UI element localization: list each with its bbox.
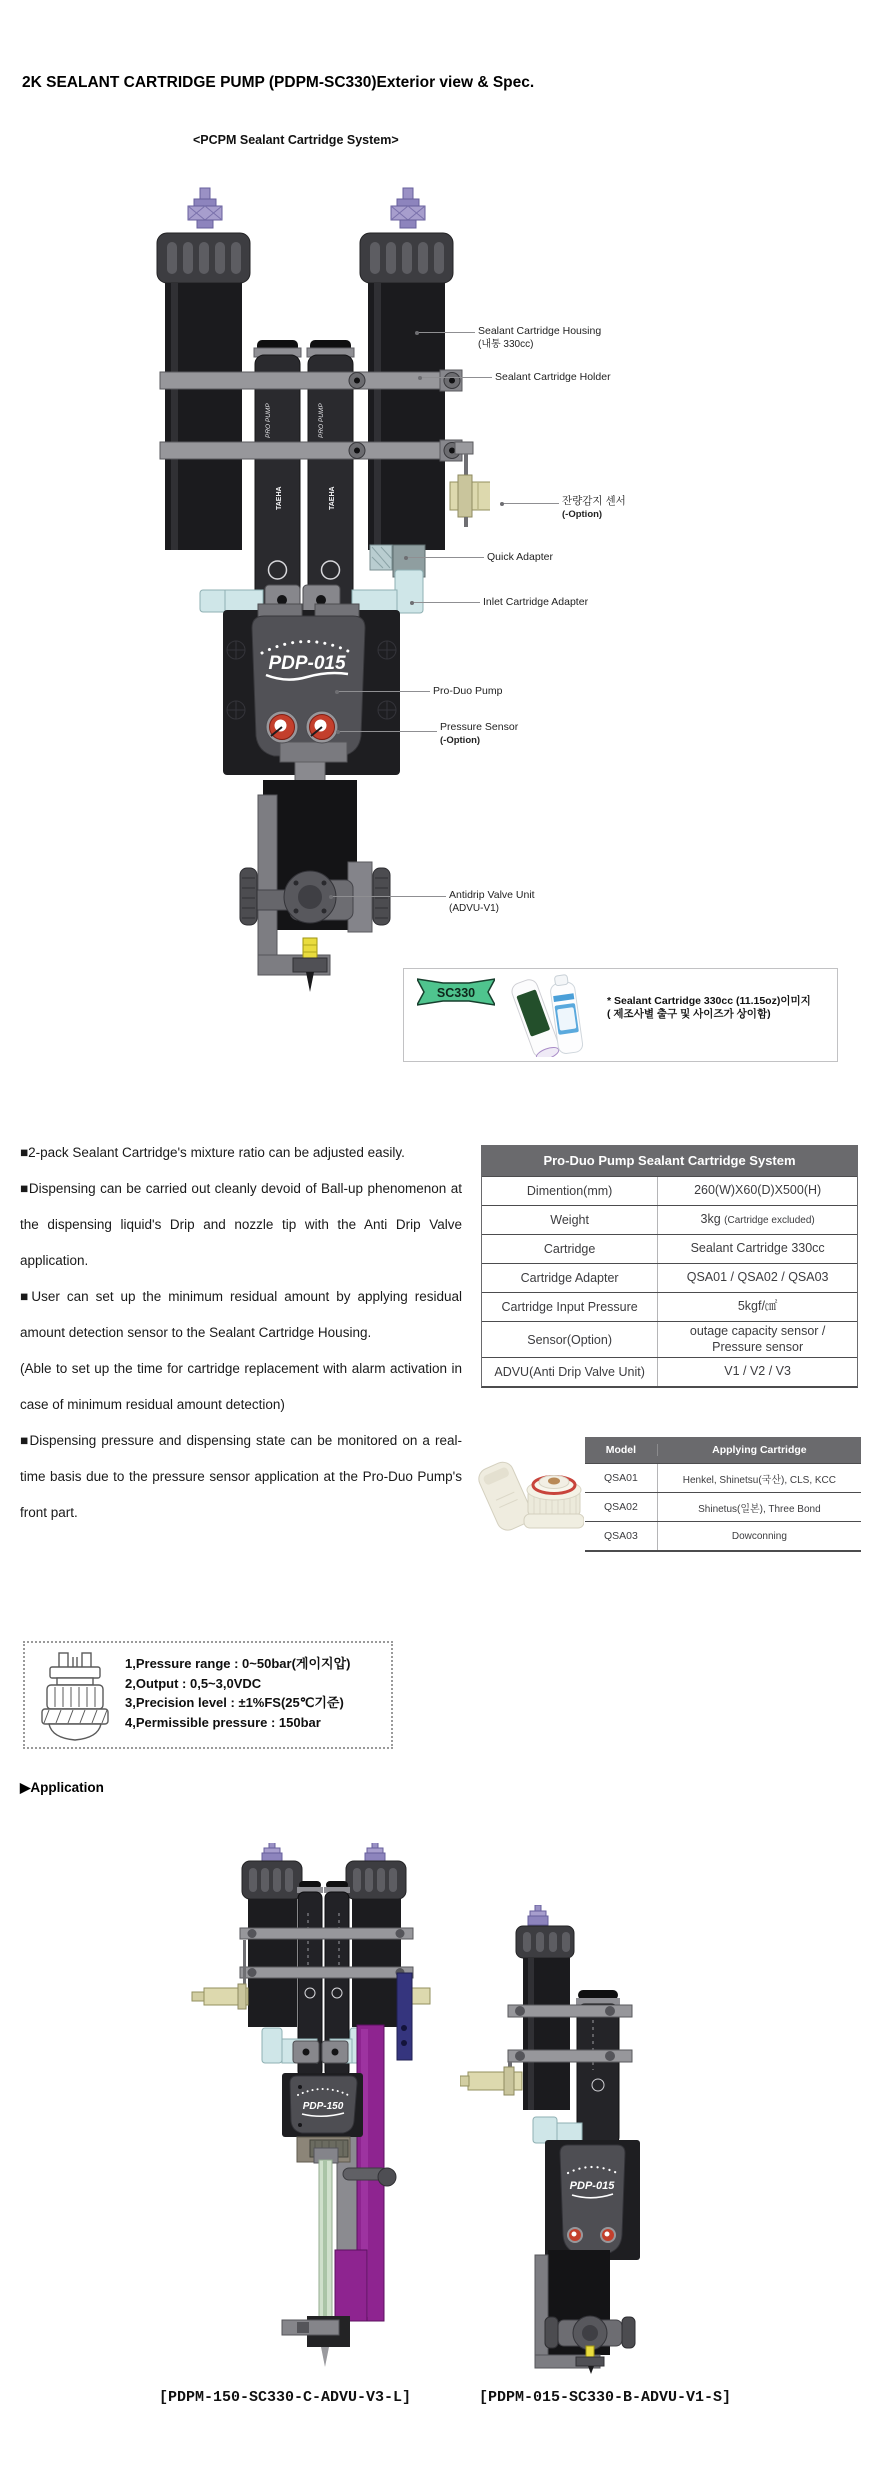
cartridge-housing-right xyxy=(368,283,445,550)
label-housing: Sealant Cartridge Housing (내통 330cc) xyxy=(478,325,602,350)
cartridge-note-text: * Sealant Cartridge 330cc (11.15oz)이미지 ( 제조사별 출구 및 사이즈가 상이함) xyxy=(607,995,811,1020)
antidrip-valve-assembly xyxy=(240,780,390,992)
spec-table xyxy=(481,1145,858,1388)
pump-body xyxy=(545,2140,640,2260)
svg-text:PRO PUMP: PRO PUMP xyxy=(318,403,325,438)
table-row: Cartridge Sealant Cartridge 330cc xyxy=(482,1234,857,1263)
adapter-table xyxy=(585,1437,861,1552)
antidrip-assembly xyxy=(535,2250,635,2374)
pump-model-text: PDP-015 xyxy=(569,2180,615,2192)
cartridge-housing-left xyxy=(165,283,242,550)
pump-diagram-illustration xyxy=(150,180,490,995)
application-heading: ▶Application xyxy=(20,1780,104,1795)
pump-model-text: PDP-150 xyxy=(302,2101,344,2112)
spec-table-title: Pro-Duo Pump Sealant Cartridge System xyxy=(482,1145,857,1176)
label-antidrip: Antidrip Valve Unit (ADVU-V1) xyxy=(449,889,535,914)
table-row: Cartridge Adapter QSA01 / QSA02 / QSA03 xyxy=(482,1263,857,1292)
sc330-ribbon-icon xyxy=(417,976,495,1008)
label-pro-duo-pump: Pro-Duo Pump xyxy=(433,685,503,697)
label-residual-sensor: 잔량감지 센서 (-Option) xyxy=(562,495,626,520)
cartridge-photo xyxy=(492,971,612,1057)
diagram-subtitle: <PCPM Sealant Cartridge System> xyxy=(193,133,399,147)
table-row: QSA03 Dowconning xyxy=(585,1521,861,1550)
table-row: ADVU(Anti Drip Valve Unit) V1 / V2 / V3 xyxy=(482,1357,857,1386)
pro-duo-pump-body xyxy=(223,604,400,775)
feature-paragraphs xyxy=(20,1135,462,1531)
application-caption-right: [PDPM-015-SC330-B-ADVU-V1-S] xyxy=(478,2389,732,2406)
pressure-spec-box xyxy=(23,1641,393,1749)
blue-bracket xyxy=(397,1973,412,2060)
callout-line-pro-duo-pump xyxy=(337,691,430,692)
feature-item: ■Dispensing pressure and dispensing state can be monitored on a real-time basis due to the pressure sensor application at the Pro-Duo Pump's front part. xyxy=(20,1433,462,1520)
table-row: Weight 3kg (Cartridge excluded) xyxy=(482,1205,857,1234)
callout-line-inlet-adapter xyxy=(412,602,480,603)
label-inlet-adapter: Inlet Cartridge Adapter xyxy=(483,596,589,608)
inlet-adapter xyxy=(533,2117,582,2143)
label-pressure-sensor: Pressure Sensor (-Option) xyxy=(440,721,519,746)
dispense-tube xyxy=(314,2148,338,2320)
page-title: 2K SEALANT CARTRIDGE PUMP (PDPM-SC330)Exterior view & Spec. xyxy=(22,74,535,91)
feature-item: ■2-pack Sealant Cartridge's mixture ratio can be adjusted easily. xyxy=(20,1145,405,1160)
svg-text:PRO PUMP: PRO PUMP xyxy=(265,403,272,438)
residual-sensor xyxy=(460,2062,522,2095)
callout-line-holder xyxy=(420,377,492,378)
feature-item: (Able to set up the time for cartridge replacement with alarm activation in case of minimum residual amount detection) xyxy=(20,1361,462,1412)
application-image-pdpm150 xyxy=(150,1843,440,2383)
callout-line-pressure-sensor xyxy=(338,731,437,732)
svg-text:TAEHA: TAEHA xyxy=(276,486,283,510)
table-row: QSA02 Shinetus(일본), Three Bond xyxy=(585,1492,861,1521)
pump-body xyxy=(282,2073,363,2137)
table-row: QSA01 Henkel, Shinetsu(국산), CLS, KCC xyxy=(585,1463,861,1492)
adapter-table-header: Model Applying Cartridge xyxy=(585,1437,861,1463)
housing-left xyxy=(248,1899,297,2027)
bottom-foot xyxy=(282,2316,350,2367)
feature-item: ■Dispensing can be carried out cleanly devoid of Ball-up phenomenon at the dispensing liquid's Drip and nozzle tip with the Anti Drip Valve application. xyxy=(20,1181,462,1268)
application-image-pdpm015 xyxy=(460,1905,665,2375)
pressure-spec-lines: 1,Pressure range : 0~50bar(게이지압) 2,Output : 0,5~3,0VDC 3,Precision level : ±1%FS(25℃기준) 4,Permissible pressure : 150bar xyxy=(125,1656,351,1730)
pump-model-text: PDP-015 xyxy=(268,653,346,674)
callout-line-housing xyxy=(417,332,475,333)
table-row: Dimention(mm) 260(W)X60(D)X500(H) xyxy=(482,1176,857,1205)
application-caption-left: [PDPM-150-SC330-C-ADVU-V3-L] xyxy=(158,2389,412,2406)
pressure-sensor-sketch-icon xyxy=(35,1650,115,1742)
sc330-badge-text: SC330 xyxy=(436,986,476,1000)
housing-right xyxy=(352,1899,401,2027)
svg-text:TAEHA: TAEHA xyxy=(329,486,336,510)
table-row: Sensor(Option) outage capacity sensor / Pressure sensor xyxy=(482,1321,857,1357)
callout-line-quick-adapter xyxy=(406,557,484,558)
housing xyxy=(516,1926,574,2110)
callout-line-antidrip xyxy=(331,896,446,897)
cartridge-note-box xyxy=(403,968,838,1062)
callout-line-residual-sensor xyxy=(502,503,559,504)
label-holder: Sealant Cartridge Holder xyxy=(495,371,611,383)
table-row: Cartridge Input Pressure 5kgf/㎠ xyxy=(482,1292,857,1321)
adapter-photo xyxy=(476,1438,584,1550)
feature-item: ■User can set up the minimum residual amount by applying residual amount detection sensor to the Sealant Cartridge Housing. xyxy=(20,1289,462,1340)
label-quick-adapter: Quick Adapter xyxy=(487,551,553,563)
